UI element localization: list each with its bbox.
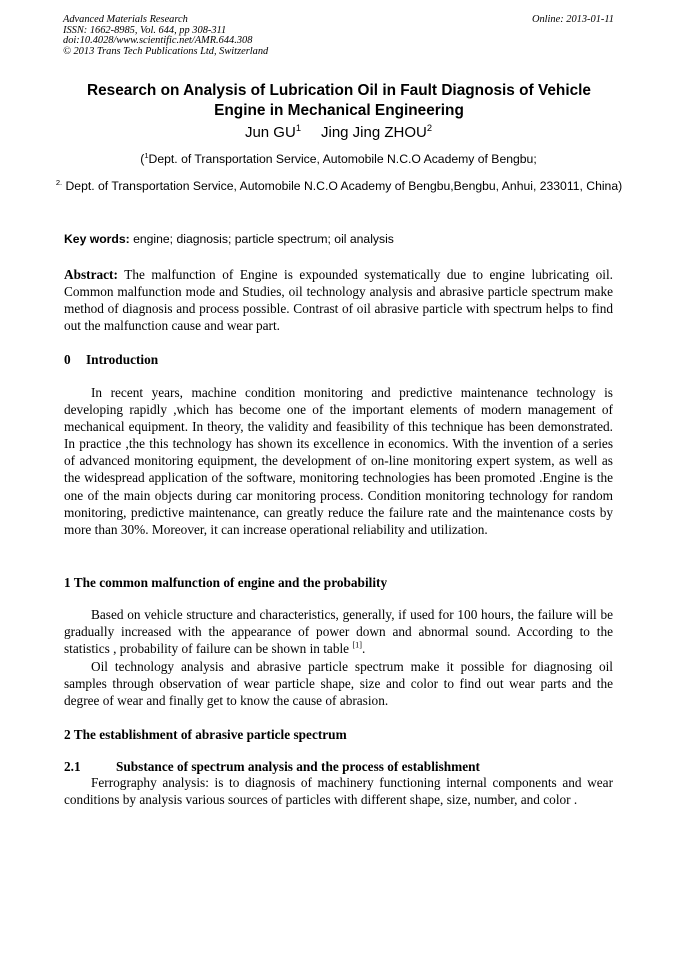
doi-line[interactable]: doi:10.4028/www.scientific.net/AMR.644.308 xyxy=(63,35,253,47)
section-heading-introduction xyxy=(64,351,613,368)
affiliation-text: Dept. of Transportation Service, Automobile N.C.O Academy of Bengbu,Bengbu, Anhui, 233011, China) xyxy=(62,179,623,193)
affiliation-mark: 1 xyxy=(144,150,149,160)
online-date: Online: 2013-01-11 xyxy=(531,14,614,25)
title-line-1: Research on Analysis of Lubrication Oil in Fault Diagnosis of Vehicle xyxy=(86,82,591,99)
keywords xyxy=(64,231,613,248)
copyright-line: © 2013 Trans Tech Publications Ltd, Switzerland xyxy=(63,45,269,57)
affiliation-text: Dept. of Transportation Service, Automobile N.C.O Academy of Bengbu; xyxy=(148,152,537,166)
section-number: 0 xyxy=(64,352,71,367)
paper-title xyxy=(54,81,624,121)
citation-ref[interactable]: [1] xyxy=(352,640,363,650)
section-title: Introduction xyxy=(86,352,159,367)
affiliation-2 xyxy=(50,178,628,196)
abstract-text: The malfunction of Engine is expounded systematically due to engine lubricating oil. Common malfunction mode and Studies, oil technology analysis and abrasive particle spectrum make method of diagnosis and process possible. Contrast of oil abrasive particle with spectrum helps to find out the malfunction cause and wear part. xyxy=(64,267,613,334)
keywords-label: Key words: xyxy=(64,232,130,246)
section-heading-2: 2 The establishment of abrasive particle spectrum xyxy=(64,727,347,742)
author-affiliation-mark: 1 xyxy=(295,123,301,133)
affiliation-mark: 2. xyxy=(55,177,63,187)
issn-line: ISSN: 1662-8985, Vol. 644, pp 308-311 xyxy=(63,24,227,36)
author-name: Jing Jing ZHOU xyxy=(320,124,427,141)
affiliation-paren: ( xyxy=(140,152,145,166)
section-1-paragraph-1 xyxy=(64,606,613,657)
keywords-text: engine; diagnosis; particle spectrum; oil analysis xyxy=(129,232,394,246)
introduction-paragraph: In recent years, machine condition monitoring and predictive maintenance technology is developing rapidly ,which has become one of the important elements of modern management of mechanical equipment. In theory, the validity and feasibility of this technique has been demonstrated. In practice ,the this technology has shown its excellence in economics. With the invention of a series of advanced monitoring equipment, the development of on-line monitoring expert system, as well as the widespread application of the software, monitoring technologies has been promoted .Engine is the one of the main objects during car monitoring process. Condition monitoring technology for random monitoring, predictive maintenance, can greatly reduce the failure rate and the maintenance costs by more than 30%. Moreover, it can increase operational reliability and utilization. xyxy=(64,385,613,537)
subsection-heading-2-1 xyxy=(64,758,613,775)
abstract-label: Abstract: xyxy=(64,267,118,282)
abstract xyxy=(64,266,613,334)
section-2-1-paragraph: Ferrography analysis: is to diagnosis of machinery functioning internal components and wear conditions by analysis various sources of particles with different shape, size, number, and color . xyxy=(64,775,613,808)
paragraph-text: Based on vehicle structure and characteristics, generally, if used for 100 hours, the failure will be gradually increased with the appearance of power down and abnormal sound. According to the statistics , probability of failure can be shown in table xyxy=(64,607,613,657)
subsection-title: Substance of spectrum analysis and the process of establishment xyxy=(116,759,480,774)
author-affiliation-mark: 2 xyxy=(426,123,433,133)
authors-line xyxy=(64,123,613,143)
author-name: Jun GU xyxy=(244,124,296,141)
affiliation-1 xyxy=(64,151,613,169)
journal-name: Advanced Materials Research xyxy=(63,14,188,25)
journal-header xyxy=(63,15,268,57)
section-heading-1: 1 The common malfunction of engine and the probability xyxy=(64,575,388,590)
title-line-2: Engine in Mechanical Engineering xyxy=(214,102,464,119)
section-1-paragraph-2: Oil technology analysis and abrasive particle spectrum make it possible for diagnosing oil samples through observation of wear particle shape, size and color to find out wear parts and the degree of wear and finally get to know the cause of abrasion. xyxy=(64,659,613,709)
subsection-number: 2.1 xyxy=(64,759,81,774)
paragraph-end: . xyxy=(362,641,366,657)
